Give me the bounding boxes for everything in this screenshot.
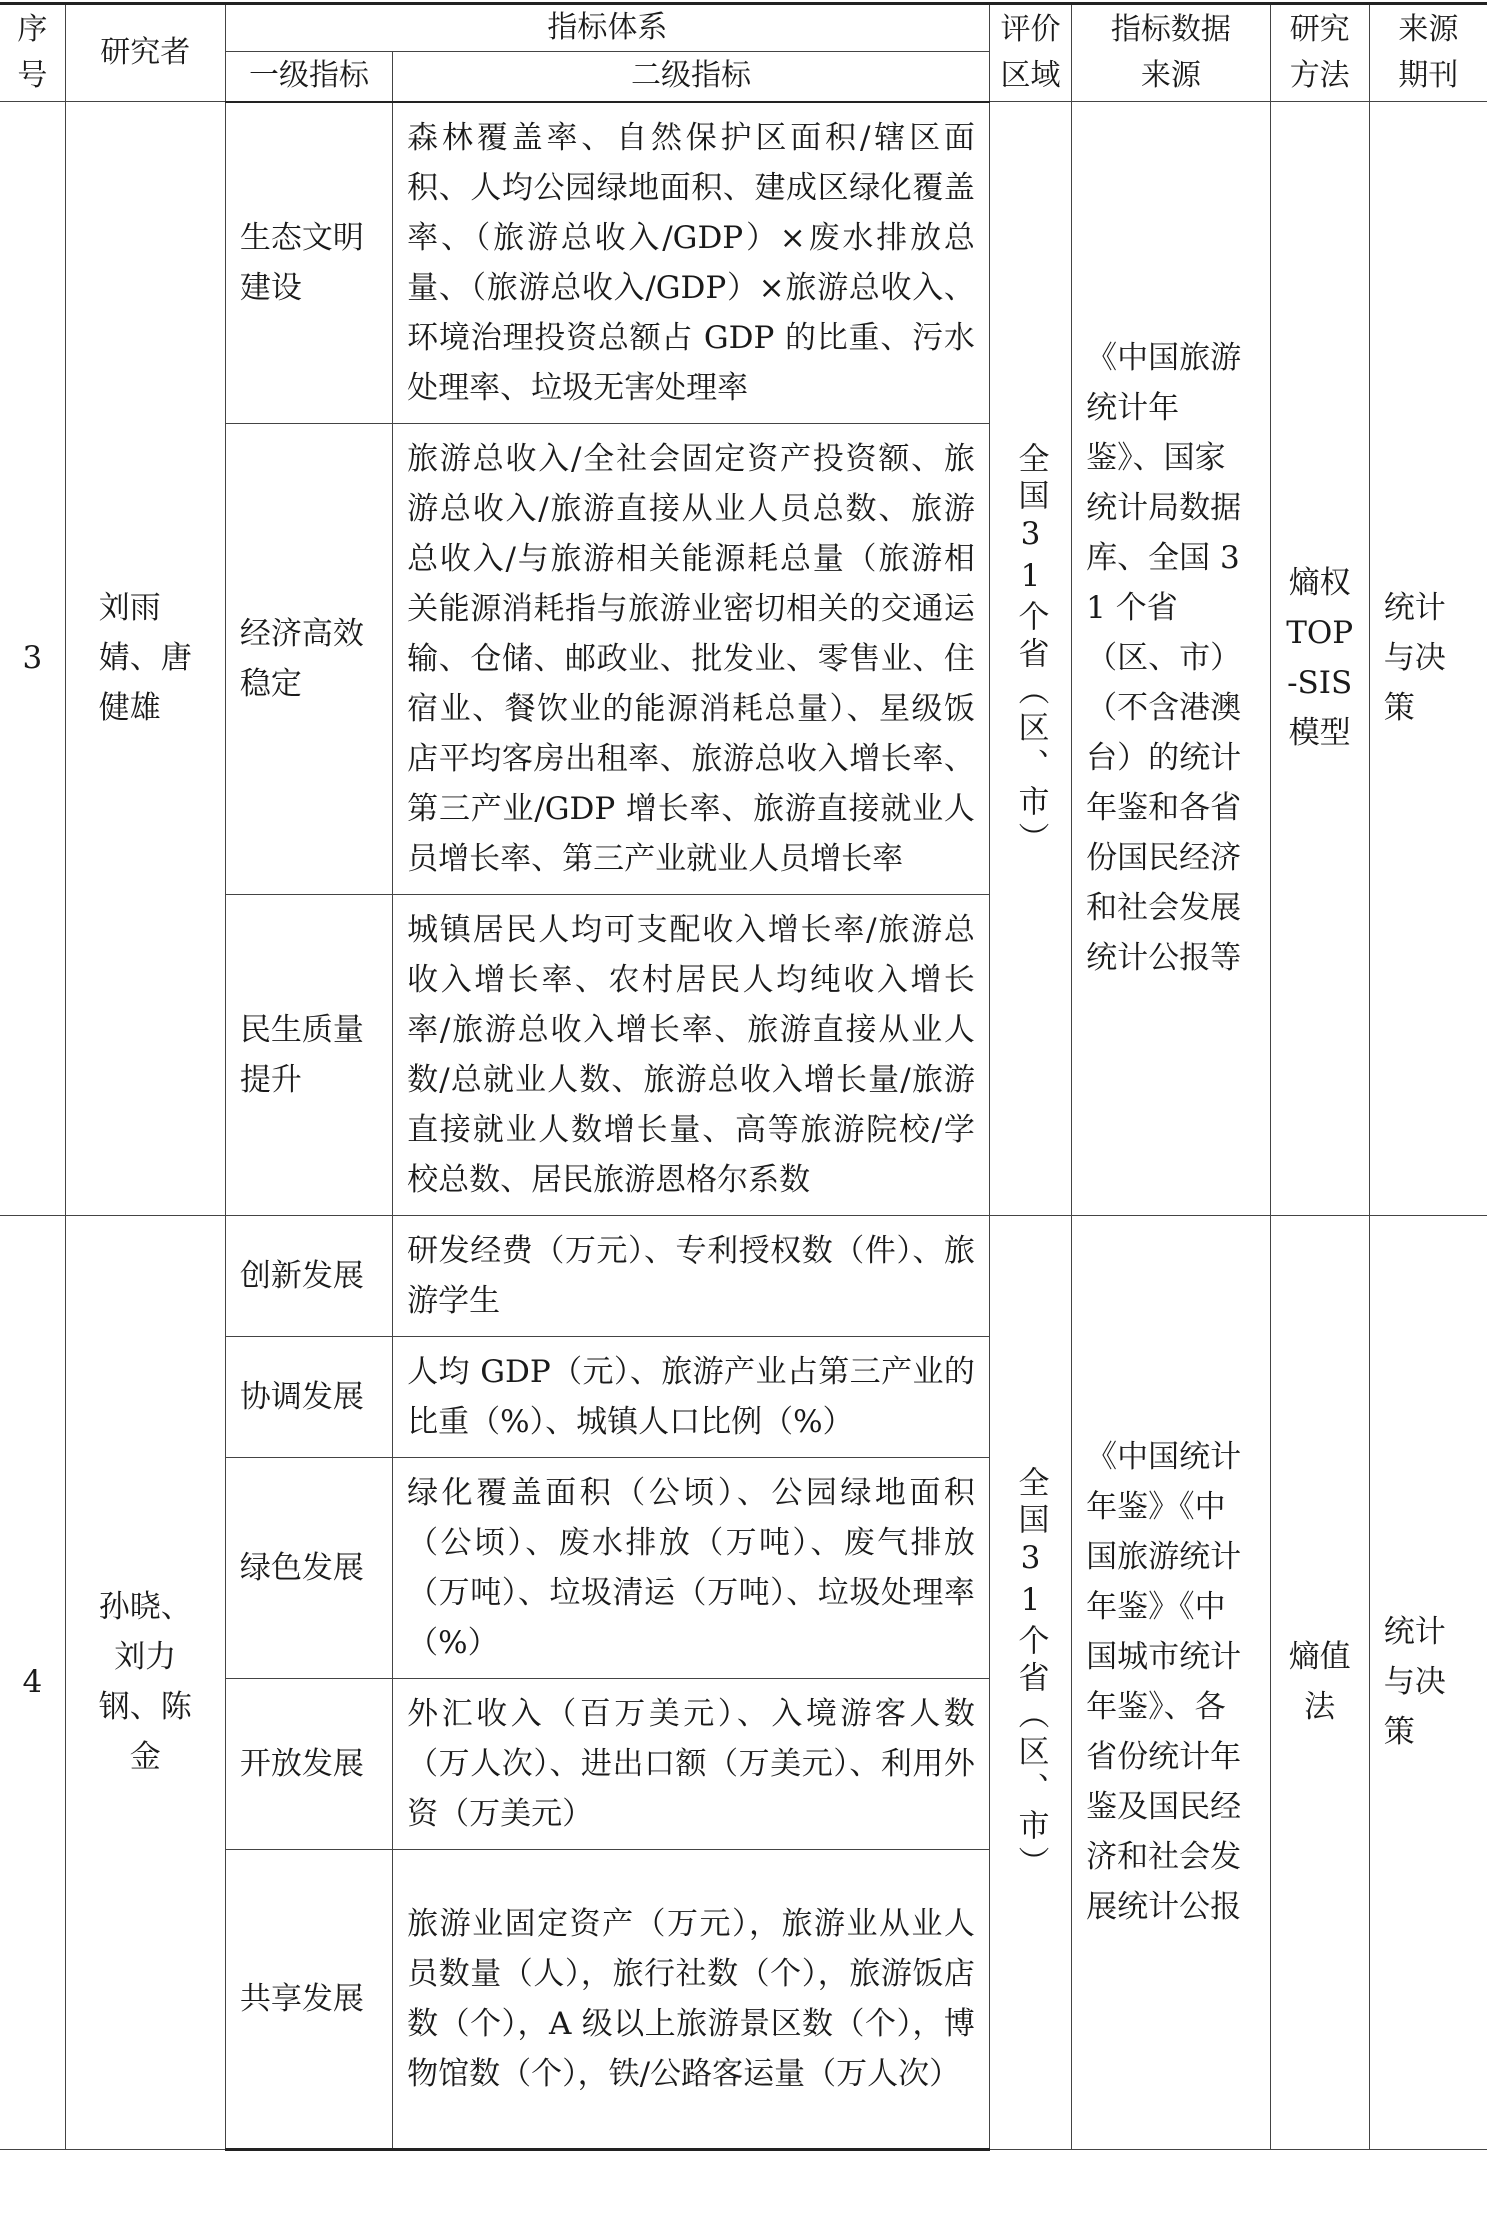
- row-3-researcher-text: 刘雨婧、唐健雄: [98, 590, 192, 727]
- indicator-table: [0, 2, 1487, 2151]
- row-4-journal: 统计与决策: [1369, 1215, 1487, 2149]
- header-journal-l1: 来源: [1398, 12, 1459, 47]
- header-method-l2: 方法: [1289, 58, 1350, 93]
- header-level2: 二级指标: [393, 52, 990, 102]
- row-3-method-text: 熵权TOP-SIS模型: [1286, 565, 1354, 752]
- header-journal: [1369, 4, 1487, 102]
- row-4-level2-a: 研发经费（万元）、专利授权数（件）、旅游学生: [393, 1215, 990, 1336]
- row-4-region-text: 全国31个省（区、市）: [1012, 1466, 1049, 1883]
- row-4-level2-d: 外汇收入（百万美元）、入境游客人数（万人次）、进出口额（万美元）、利用外资（万美元）: [393, 1678, 990, 1849]
- table-row: [0, 1215, 1487, 1336]
- row-3-source: 《中国旅游统计年鉴》、国家统计局数据库、全国 31 个省（区、市）（不含港澳台）的统计年鉴和各省份国民经济和社会发展统计公报等: [1072, 102, 1270, 1216]
- header-region: [989, 4, 1071, 102]
- row-4-level1-d: 开放发展: [225, 1678, 392, 1849]
- header-source-l2: 来源: [1140, 58, 1201, 93]
- row-3-researcher: [65, 102, 225, 1216]
- row-3-seq: 3: [0, 102, 65, 1216]
- row-4-method-text: 熵值法: [1288, 1639, 1351, 1725]
- header-seq: [0, 4, 65, 102]
- table-row: [0, 102, 1487, 424]
- row-4-method: [1270, 1215, 1369, 2149]
- row-3-region-text: 全国31个省（区、市）: [1012, 442, 1049, 860]
- row-4-seq: 4: [0, 1215, 65, 2149]
- row-4-source: 《中国统计年鉴》《中国旅游统计年鉴》《中国城市统计年鉴》、各省份统计年鉴及国民经济和社会发展统计公报: [1072, 1215, 1270, 2149]
- header-source-l1: 指标数据: [1110, 12, 1231, 47]
- header-journal-l2: 期刊: [1398, 58, 1459, 93]
- header-method-l1: 研究: [1289, 12, 1350, 47]
- header-researcher: 研究者: [65, 4, 225, 102]
- row-4-level2-e: 旅游业固定资产（万元），旅游业从业人员数量（人），旅行社数（个），旅游饭店数（个），A 级以上旅游景区数（个），博物馆数（个），铁/公路客运量（万人次）: [393, 1849, 990, 2149]
- header-method: [1270, 4, 1369, 102]
- row-3-region: [989, 102, 1071, 1216]
- row-3-level2-a: 森林覆盖率、自然保护区面积/辖区面积、人均公园绿地面积、建成区绿化覆盖率、（旅游总收入/GDP）×废水排放总量、（旅游总收入/GDP）×旅游总收入、环境治理投资总额占 GDP 的比重、污水处理率、垃圾无害处理率: [393, 102, 990, 424]
- row-4-level2-c: 绿化覆盖面积（公顷）、公园绿地面积（公顷）、废水排放（万吨）、废气排放（万吨）、垃圾清运（万吨）、垃圾处理率（%）: [393, 1457, 990, 1678]
- row-4-level1-a: 创新发展: [225, 1215, 392, 1336]
- header-source: [1072, 4, 1270, 102]
- row-3-level2-c: 城镇居民人均可支配收入增长率/旅游总收入增长率、农村居民人均纯收入增长率/旅游总收入增长率、旅游直接从业人数/总就业人数、旅游总收入增长量/旅游直接就业人数增长量、高等旅游院校/学校总数、居民旅游恩格尔系数: [393, 894, 990, 1215]
- header-level1: 一级指标: [225, 52, 392, 102]
- row-3-journal: 统计与决策: [1369, 102, 1487, 1216]
- row-3-level1-a: 生态文明建设: [225, 102, 392, 424]
- row-4-level1-e: 共享发展: [225, 1849, 392, 2149]
- row-4-researcher-text: 孙晓、刘力钢、陈金: [98, 1589, 192, 1775]
- row-4-region: [989, 1215, 1071, 2149]
- row-4-level2-b: 人均 GDP（元）、旅游产业占第三产业的比重（%）、城镇人口比例（%）: [393, 1336, 990, 1457]
- row-3-level1-c: 民生质量提升: [225, 894, 392, 1215]
- row-4-researcher: [65, 1215, 225, 2149]
- row-4-level1-b: 协调发展: [225, 1336, 392, 1457]
- row-3-level2-b: 旅游总收入/全社会固定资产投资额、旅游总收入/旅游直接从业人员总数、旅游总收入/与旅游相关能源耗总量（旅游相关能源消耗指与旅游业密切相关的交通运输、仓储、邮政业、批发业、零售业、住宿业、餐饮业的能源消耗总量）、星级饭店平均客房出租率、旅游总收入增长率、第三产业/GDP 增长率、旅游直接就业人员增长率、第三产业就业人员增长率: [393, 423, 990, 894]
- row-3-level1-b: 经济高效稳定: [225, 423, 392, 894]
- row-3-method: [1270, 102, 1369, 1216]
- header-seq-text: 序号: [17, 12, 48, 93]
- header-region-l1: 评价: [1000, 12, 1061, 47]
- row-4-level1-c: 绿色发展: [225, 1457, 392, 1678]
- header-region-l2: 区域: [1000, 58, 1061, 93]
- header-indicator-system: 指标体系: [225, 4, 989, 52]
